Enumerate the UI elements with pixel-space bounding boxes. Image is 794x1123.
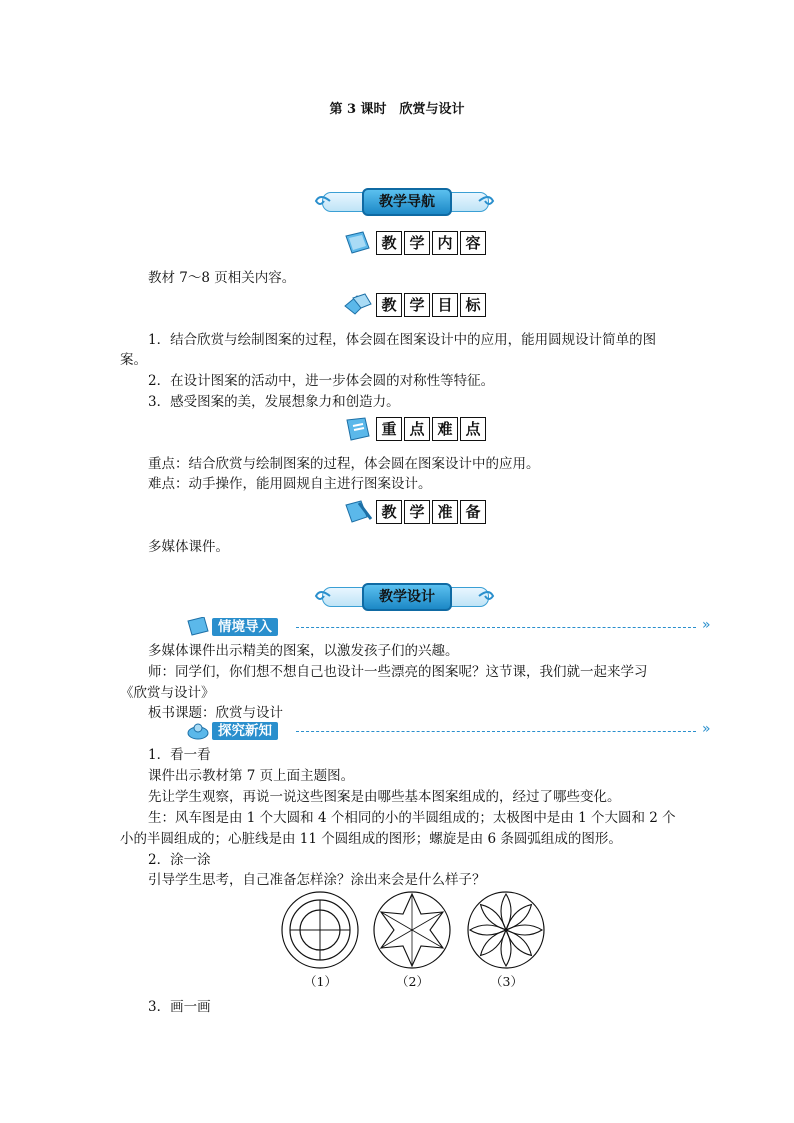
key-char: 重 (376, 417, 402, 441)
prep-char: 备 (460, 500, 486, 524)
intro-line: 多媒体课件出示精美的图案，以激发孩子们的兴趣。 (148, 643, 459, 659)
goals-char: 目 (432, 293, 458, 317)
design-banner-label: 教学设计 (379, 589, 435, 605)
explore-line: 先让学生观察，再说一说这些图案是由哪些基本图案组成的，经过了哪些变化。 (148, 789, 621, 805)
prep-char: 准 (432, 500, 458, 524)
content-char: 内 (432, 231, 458, 255)
intro-line: 师：同学们，你们想不想自己也设计一些漂亮的图案呢？这节课，我们就一起来学习 (148, 664, 648, 680)
explore-icon (186, 721, 210, 741)
figure-caption: （1） (304, 974, 337, 989)
content-text: 教材 7～8 页相关内容。 (148, 270, 296, 286)
goal-item-cont: 案。 (120, 352, 147, 368)
draw-heading: 3．画一画 (148, 999, 211, 1015)
content-char: 教 (376, 231, 402, 255)
key-char: 点 (404, 417, 430, 441)
prep-icon (343, 499, 373, 525)
figure-caption: （3） (490, 974, 523, 989)
explore-line-cont: 小的半圆组成的；心脏线是由 11 个圆组成的图形；螺旋是由 6 条圆弧组成的图形。 (120, 831, 622, 847)
double-chevron-icon: » (702, 617, 711, 633)
swirl-right-icon (477, 191, 497, 211)
explore-line: 1．看一看 (148, 747, 211, 763)
book-icon (343, 230, 373, 256)
goal-item: 3．感受图案的美，发展想象力和创造力。 (148, 394, 400, 410)
explore-tab (186, 721, 711, 741)
swirl-left-icon (312, 586, 332, 606)
explore-line: 生：风车图是由 1 个大圆和 4 个相同的小的半圆组成的；太极图中是由 1 个大圆和 2 个 (148, 810, 676, 826)
content-char: 容 (460, 231, 486, 255)
intro-line-cont: 《欣赏与设计》 (120, 685, 215, 701)
intro-icon (186, 617, 210, 637)
goal-item: 2．在设计图案的活动中，进一步体会圆的对称性等特征。 (148, 373, 495, 389)
nav-banner (312, 186, 497, 216)
intro-line: 板书课题：欣赏与设计 (148, 705, 283, 721)
double-chevron-icon: » (702, 721, 711, 737)
explore-line: 2．涂一涂 (148, 852, 211, 868)
focus-text: 重点：结合欣赏与绘制图案的过程，体会圆在图案设计中的应用。 (148, 456, 540, 472)
intro-tab (186, 617, 711, 637)
intro-label: 情境导入 (212, 618, 278, 636)
prep-char: 教 (376, 500, 402, 524)
key-char: 点 (460, 417, 486, 441)
prep-text: 多媒体课件。 (148, 539, 229, 555)
difficulty-text: 难点：动手操作，能用圆规自主进行图案设计。 (148, 476, 432, 492)
nav-banner-label: 教学导航 (379, 194, 435, 210)
explore-line: 引导学生思考，自己准备怎样涂？涂出来会是什么样子？ (148, 872, 486, 888)
swirl-right-icon (477, 586, 497, 606)
explore-line: 课件出示教材第 7 页上面主题图。 (148, 768, 355, 784)
goal-item: 1．结合欣赏与绘制图案的过程，体会圆在图案设计中的应用，能用圆规设计简单的图 (148, 332, 657, 348)
hexagram-star-figure (372, 890, 452, 970)
goals-char: 标 (460, 293, 486, 317)
goals-char: 教 (376, 293, 402, 317)
page-title: 第 3 课时 欣赏与设计 (329, 102, 465, 117)
swirl-left-icon (312, 191, 332, 211)
key-char: 难 (432, 417, 458, 441)
goals-char: 学 (404, 293, 430, 317)
explore-label: 探究新知 (212, 722, 278, 740)
key-points-icon (343, 416, 373, 442)
content-char: 学 (404, 231, 430, 255)
concentric-circles-figure (280, 890, 360, 970)
petal-flower-figure (466, 890, 546, 970)
design-banner (312, 581, 497, 611)
figure-caption: （2） (396, 974, 429, 989)
target-icon (343, 292, 373, 318)
prep-char: 学 (404, 500, 430, 524)
